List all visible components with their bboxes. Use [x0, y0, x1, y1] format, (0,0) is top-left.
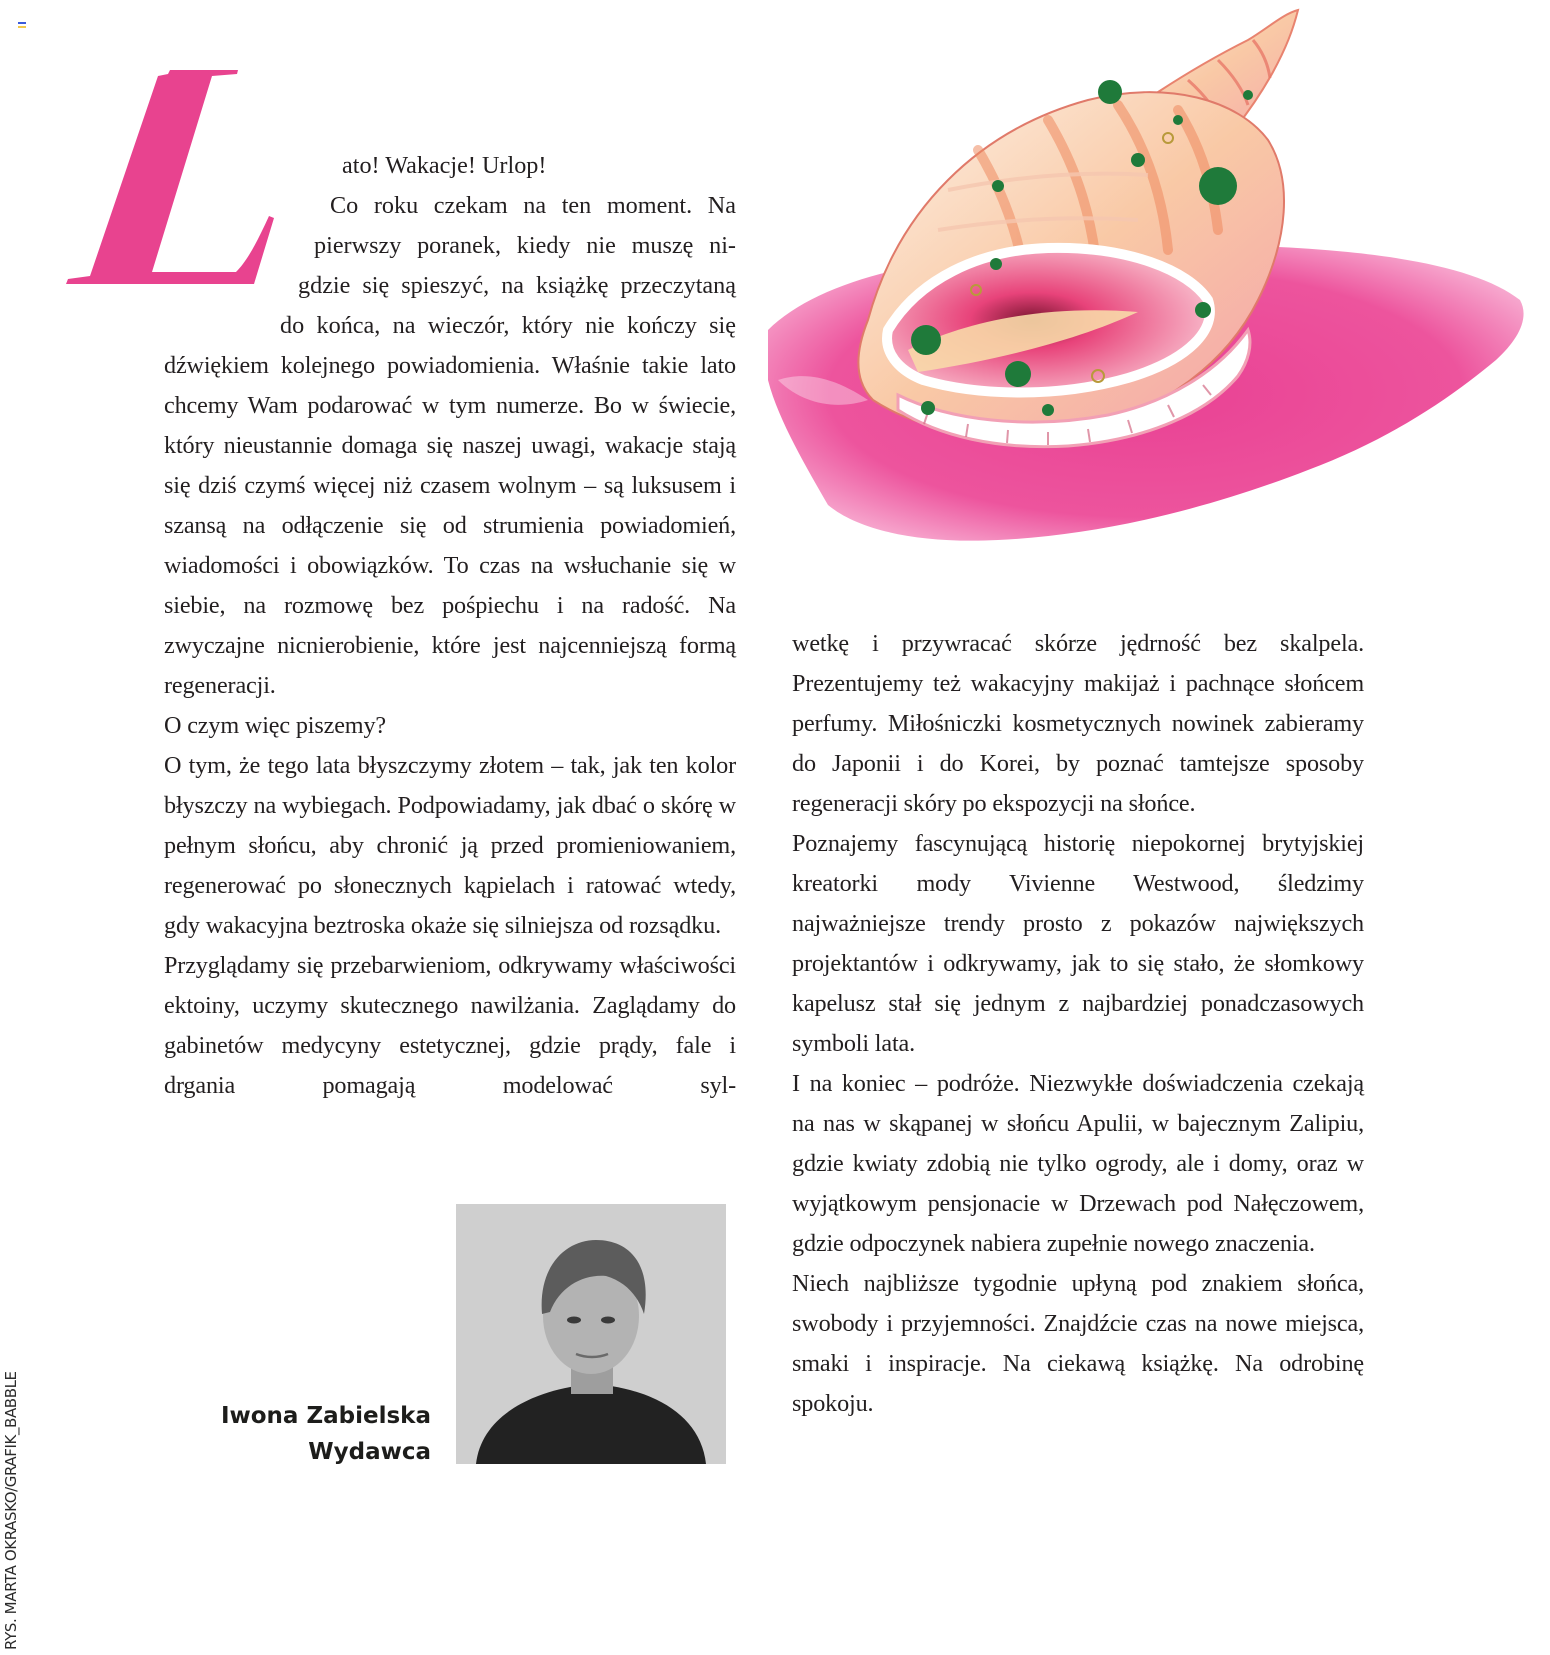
- seashell-illustration: [748, 0, 1538, 570]
- opening-line-1: ato! Wakacje! Urlop!: [342, 152, 547, 179]
- author-portrait-photo: [456, 1204, 726, 1464]
- paragraph: I na koniec – podróże. Niezwykłe doświadczenia czekają na nas w skąpanej w słońcu Apulii, w bajecznym Zalipiu, gdzie kwiaty zdobią nie tylko ogrody, ale i domy, oraz w wyjątkowym pensjonacie w Drzewach pod Nałęczowem, gdzie odpoczynek nabiera zupełnie nowego znaczenia.: [792, 1070, 1364, 1257]
- paragraph: Poznajemy fascynującą historię niepokornej brytyjskiej kreatorki mody Vivienne Westwood, śledzimy najważniejsze trendy prosto z pokazów największych projektantów i odkrywamy, jak to się stało, że słomkowy kapelusz stał się jednym z najbardziej ponadczasowych symboli lata.: [792, 830, 1364, 1057]
- paragraph: Przyglądamy się przebarwieniom, odkrywamy właściwości ektoiny, uczymy skutecznego nawilżania. Zaglądamy do gabinetów medycyny estetycznej, gdzie prądy, fale i drgania pomagają modelować syl-: [164, 952, 736, 1099]
- paragraph: O czym więc piszemy?: [164, 712, 386, 739]
- illustration-credit: RYS. MARTA OKRASKO/GRAFIK_BABBLE: [2, 1371, 20, 1650]
- opening-line-5: do końca, na wieczór, który nie kończy się: [280, 312, 736, 339]
- right-column-body: [792, 624, 1364, 1424]
- paragraph: O tym, że tego lata błyszczymy złotem – tak, jak ten kolor błyszczy na wybiegach. Podpowiadamy, jak dbać o skórę w pełnym słońcu, aby chronić ją przed promieniowaniem, regenerować po słonecznych kąpielach i ratować wtedy, gdy wakacyjna beztroska okaże się silniejsza od rozsądku.: [164, 752, 736, 939]
- opening-line-3: pierwszy poranek, kiedy nie muszę ni-: [314, 232, 736, 259]
- signature-name: Iwona Zabielska: [220, 1403, 431, 1429]
- paragraph: wetkę i przywracać skórze jędrność bez skalpela. Prezentujemy też wakacyjny makijaż i pachnące słońcem perfumy. Miłośniczki kosmetycznych nowinek zabieramy do Japonii i do Korei, by poznać tamtejsze sposoby regeneracji skóry po ekspozycji na słońce.: [792, 630, 1364, 817]
- left-column-opening: [164, 146, 736, 346]
- signature-role: Wydawca: [308, 1439, 431, 1465]
- paragraph: dźwiękiem kolejnego powiadomienia. Właśnie takie lato chcemy Wam podarować w tym numerze. Bo w świecie, który nieustannie domaga się naszej uwagi, wakacje stają się dziś czymś więcej niż czasem wolnym – są luksusem i szansą na odłączenie się od strumienia powiadomień, wiadomości i obowiązków. To czas na wsłuchanie się w siebie, na rozmowę bez pośpiechu i na radość. Na zwyczajne nicnierobienie, które jest najcenniejszą formą regeneracji.: [164, 352, 736, 699]
- signature: [221, 1398, 431, 1470]
- opening-line-2: Co roku czekam na ten moment. Na: [330, 192, 736, 219]
- corner-mark: [18, 22, 26, 28]
- paragraph: Niech najbliższe tygodnie upłyną pod znakiem słońca, swobody i przyjemności. Znajdźcie czas na nowe miejsca, smaki i inspiracje. Na ciekawą książkę. Na odrobinę spokoju.: [792, 1270, 1364, 1417]
- left-column-body: [164, 346, 736, 1106]
- opening-line-4: gdzie się spieszyć, na książkę przeczytaną: [298, 272, 736, 299]
